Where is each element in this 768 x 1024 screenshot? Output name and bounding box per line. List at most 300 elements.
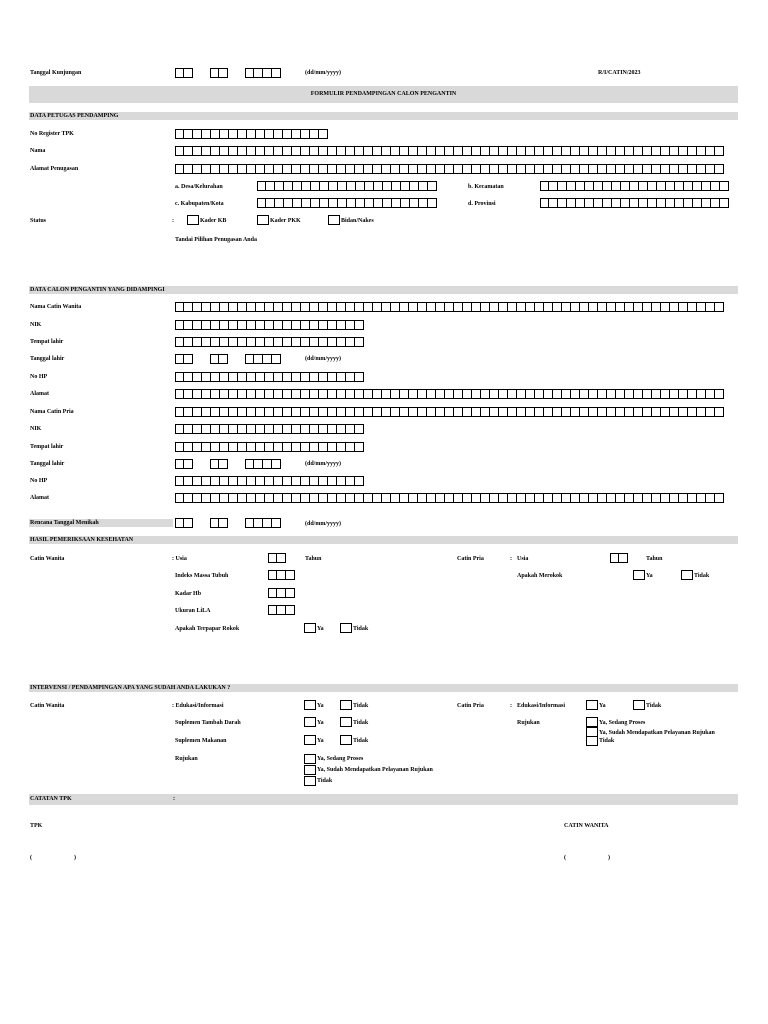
status-kader-pkk-checkbox[interactable]	[257, 215, 269, 225]
char-cell[interactable]	[211, 389, 220, 399]
char-cell[interactable]	[571, 407, 580, 417]
char-cell[interactable]	[697, 389, 706, 399]
char-cell[interactable]	[319, 476, 328, 486]
char-cell[interactable]	[337, 493, 346, 503]
char-cell[interactable]	[311, 198, 320, 208]
char-cell[interactable]	[193, 146, 202, 156]
char-cell[interactable]	[657, 181, 666, 191]
char-cell[interactable]	[355, 320, 364, 330]
char-cell[interactable]	[346, 302, 355, 312]
char-cell[interactable]	[481, 407, 490, 417]
char-cell[interactable]	[292, 389, 301, 399]
char-cell[interactable]	[418, 493, 427, 503]
char-cell[interactable]	[481, 302, 490, 312]
char-cell[interactable]	[184, 164, 193, 174]
char-cell[interactable]	[283, 146, 292, 156]
bride-birth-year-input[interactable]	[245, 354, 281, 364]
char-cell[interactable]	[409, 146, 418, 156]
char-cell[interactable]	[445, 302, 454, 312]
char-cell[interactable]	[292, 372, 301, 382]
char-cell[interactable]	[427, 407, 436, 417]
char-cell[interactable]	[277, 588, 286, 598]
char-cell[interactable]	[643, 389, 652, 399]
char-cell[interactable]	[625, 407, 634, 417]
char-cell[interactable]	[490, 407, 499, 417]
char-cell[interactable]	[266, 181, 275, 191]
char-cell[interactable]	[580, 146, 589, 156]
char-cell[interactable]	[365, 198, 374, 208]
char-cell[interactable]	[310, 320, 319, 330]
char-cell[interactable]	[256, 320, 265, 330]
char-cell[interactable]	[347, 198, 356, 208]
char-cell[interactable]	[693, 181, 702, 191]
char-cell[interactable]	[184, 320, 193, 330]
char-cell[interactable]	[463, 389, 472, 399]
char-cell[interactable]	[670, 493, 679, 503]
char-cell[interactable]	[277, 553, 286, 563]
char-cell[interactable]	[245, 68, 254, 78]
char-cell[interactable]	[184, 459, 193, 469]
char-cell[interactable]	[481, 493, 490, 503]
char-cell[interactable]	[175, 354, 184, 364]
char-cell[interactable]	[337, 146, 346, 156]
char-cell[interactable]	[202, 389, 211, 399]
char-cell[interactable]	[625, 389, 634, 399]
char-cell[interactable]	[238, 302, 247, 312]
char-cell[interactable]	[272, 518, 281, 528]
char-cell[interactable]	[517, 146, 526, 156]
char-cell[interactable]	[544, 493, 553, 503]
char-cell[interactable]	[571, 493, 580, 503]
char-cell[interactable]	[400, 164, 409, 174]
char-cell[interactable]	[553, 407, 562, 417]
char-cell[interactable]	[679, 407, 688, 417]
char-cell[interactable]	[490, 164, 499, 174]
char-cell[interactable]	[706, 164, 715, 174]
char-cell[interactable]	[329, 181, 338, 191]
char-cell[interactable]	[472, 407, 481, 417]
char-cell[interactable]	[184, 476, 193, 486]
char-cell[interactable]	[643, 164, 652, 174]
char-cell[interactable]	[419, 181, 428, 191]
char-cell[interactable]	[220, 407, 229, 417]
char-cell[interactable]	[428, 181, 437, 191]
char-cell[interactable]	[220, 389, 229, 399]
char-cell[interactable]	[355, 424, 364, 434]
char-cell[interactable]	[293, 181, 302, 191]
char-cell[interactable]	[211, 442, 220, 452]
char-cell[interactable]	[373, 302, 382, 312]
char-cell[interactable]	[472, 493, 481, 503]
char-cell[interactable]	[373, 407, 382, 417]
char-cell[interactable]	[301, 424, 310, 434]
char-cell[interactable]	[580, 389, 589, 399]
char-cell[interactable]	[274, 164, 283, 174]
char-cell[interactable]	[481, 146, 490, 156]
char-cell[interactable]	[706, 146, 715, 156]
char-cell[interactable]	[302, 198, 311, 208]
char-cell[interactable]	[383, 181, 392, 191]
char-cell[interactable]	[328, 164, 337, 174]
char-cell[interactable]	[319, 320, 328, 330]
char-cell[interactable]	[256, 337, 265, 347]
char-cell[interactable]	[418, 407, 427, 417]
char-cell[interactable]	[612, 181, 621, 191]
char-cell[interactable]	[184, 372, 193, 382]
char-cell[interactable]	[508, 302, 517, 312]
char-cell[interactable]	[272, 459, 281, 469]
char-cell[interactable]	[319, 407, 328, 417]
char-cell[interactable]	[254, 68, 263, 78]
char-cell[interactable]	[310, 337, 319, 347]
char-cell[interactable]	[625, 493, 634, 503]
char-cell[interactable]	[292, 476, 301, 486]
char-cell[interactable]	[301, 476, 310, 486]
char-cell[interactable]	[625, 146, 634, 156]
bride-birthplace-input[interactable]	[175, 337, 364, 347]
char-cell[interactable]	[544, 407, 553, 417]
char-cell[interactable]	[286, 605, 295, 615]
char-cell[interactable]	[657, 198, 666, 208]
char-cell[interactable]	[268, 605, 277, 615]
char-cell[interactable]	[268, 588, 277, 598]
char-cell[interactable]	[292, 337, 301, 347]
char-cell[interactable]	[229, 164, 238, 174]
char-cell[interactable]	[202, 146, 211, 156]
char-cell[interactable]	[211, 146, 220, 156]
char-cell[interactable]	[427, 302, 436, 312]
char-cell[interactable]	[427, 493, 436, 503]
smoker-yes-checkbox[interactable]	[633, 570, 645, 580]
char-cell[interactable]	[175, 372, 184, 382]
char-cell[interactable]	[454, 493, 463, 503]
groom-edu-yes-checkbox[interactable]	[586, 700, 598, 710]
char-cell[interactable]	[175, 389, 184, 399]
char-cell[interactable]	[319, 129, 328, 139]
char-cell[interactable]	[571, 389, 580, 399]
char-cell[interactable]	[463, 407, 472, 417]
char-cell[interactable]	[229, 129, 238, 139]
char-cell[interactable]	[283, 302, 292, 312]
char-cell[interactable]	[193, 389, 202, 399]
char-cell[interactable]	[211, 372, 220, 382]
char-cell[interactable]	[347, 181, 356, 191]
char-cell[interactable]	[562, 164, 571, 174]
char-cell[interactable]	[211, 407, 220, 417]
char-cell[interactable]	[670, 302, 679, 312]
char-cell[interactable]	[210, 518, 219, 528]
char-cell[interactable]	[445, 407, 454, 417]
char-cell[interactable]	[337, 407, 346, 417]
char-cell[interactable]	[229, 302, 238, 312]
visit-year-input[interactable]	[245, 68, 281, 78]
char-cell[interactable]	[553, 389, 562, 399]
char-cell[interactable]	[580, 164, 589, 174]
char-cell[interactable]	[220, 164, 229, 174]
bmi-input[interactable]	[268, 570, 295, 580]
char-cell[interactable]	[661, 389, 670, 399]
char-cell[interactable]	[693, 198, 702, 208]
char-cell[interactable]	[346, 337, 355, 347]
hb-input[interactable]	[268, 588, 295, 598]
char-cell[interactable]	[526, 407, 535, 417]
char-cell[interactable]	[508, 493, 517, 503]
char-cell[interactable]	[419, 198, 428, 208]
char-cell[interactable]	[292, 164, 301, 174]
char-cell[interactable]	[310, 146, 319, 156]
wedding-month-input[interactable]	[210, 518, 228, 528]
char-cell[interactable]	[544, 302, 553, 312]
char-cell[interactable]	[245, 518, 254, 528]
char-cell[interactable]	[648, 198, 657, 208]
char-cell[interactable]	[238, 442, 247, 452]
char-cell[interactable]	[263, 354, 272, 364]
char-cell[interactable]	[634, 302, 643, 312]
char-cell[interactable]	[184, 129, 193, 139]
char-cell[interactable]	[428, 198, 437, 208]
char-cell[interactable]	[247, 129, 256, 139]
char-cell[interactable]	[630, 181, 639, 191]
food-yes-checkbox[interactable]	[304, 735, 316, 745]
char-cell[interactable]	[274, 372, 283, 382]
char-cell[interactable]	[219, 354, 228, 364]
char-cell[interactable]	[219, 459, 228, 469]
char-cell[interactable]	[711, 198, 720, 208]
char-cell[interactable]	[175, 68, 184, 78]
char-cell[interactable]	[562, 389, 571, 399]
char-cell[interactable]	[229, 407, 238, 417]
char-cell[interactable]	[594, 181, 603, 191]
char-cell[interactable]	[544, 389, 553, 399]
char-cell[interactable]	[571, 302, 580, 312]
char-cell[interactable]	[193, 320, 202, 330]
char-cell[interactable]	[490, 302, 499, 312]
bride-edu-no-checkbox[interactable]	[340, 700, 352, 710]
char-cell[interactable]	[454, 146, 463, 156]
char-cell[interactable]	[202, 129, 211, 139]
char-cell[interactable]	[490, 146, 499, 156]
char-cell[interactable]	[589, 146, 598, 156]
char-cell[interactable]	[517, 407, 526, 417]
char-cell[interactable]	[616, 302, 625, 312]
char-cell[interactable]	[184, 442, 193, 452]
char-cell[interactable]	[346, 493, 355, 503]
char-cell[interactable]	[688, 407, 697, 417]
char-cell[interactable]	[634, 389, 643, 399]
char-cell[interactable]	[245, 354, 254, 364]
char-cell[interactable]	[184, 68, 193, 78]
char-cell[interactable]	[337, 372, 346, 382]
char-cell[interactable]	[346, 476, 355, 486]
char-cell[interactable]	[400, 493, 409, 503]
char-cell[interactable]	[247, 164, 256, 174]
char-cell[interactable]	[256, 389, 265, 399]
status-kader-kb-checkbox[interactable]	[187, 215, 199, 225]
char-cell[interactable]	[643, 407, 652, 417]
char-cell[interactable]	[445, 164, 454, 174]
char-cell[interactable]	[211, 320, 220, 330]
char-cell[interactable]	[374, 181, 383, 191]
char-cell[interactable]	[355, 164, 364, 174]
char-cell[interactable]	[184, 302, 193, 312]
char-cell[interactable]	[257, 181, 266, 191]
groom-address-input[interactable]	[175, 493, 724, 503]
char-cell[interactable]	[373, 389, 382, 399]
bride-birth-month-input[interactable]	[210, 354, 228, 364]
char-cell[interactable]	[210, 459, 219, 469]
char-cell[interactable]	[634, 493, 643, 503]
char-cell[interactable]	[256, 164, 265, 174]
char-cell[interactable]	[328, 493, 337, 503]
groom-birth-day-input[interactable]	[175, 459, 193, 469]
char-cell[interactable]	[580, 302, 589, 312]
char-cell[interactable]	[598, 389, 607, 399]
char-cell[interactable]	[184, 354, 193, 364]
char-cell[interactable]	[463, 493, 472, 503]
char-cell[interactable]	[355, 372, 364, 382]
char-cell[interactable]	[607, 389, 616, 399]
char-cell[interactable]	[184, 518, 193, 528]
char-cell[interactable]	[625, 164, 634, 174]
char-cell[interactable]	[472, 302, 481, 312]
char-cell[interactable]	[616, 407, 625, 417]
char-cell[interactable]	[391, 302, 400, 312]
char-cell[interactable]	[418, 302, 427, 312]
char-cell[interactable]	[558, 181, 567, 191]
char-cell[interactable]	[392, 181, 401, 191]
char-cell[interactable]	[184, 389, 193, 399]
city-input[interactable]	[257, 198, 437, 208]
char-cell[interactable]	[648, 181, 657, 191]
char-cell[interactable]	[526, 302, 535, 312]
char-cell[interactable]	[639, 198, 648, 208]
char-cell[interactable]	[247, 320, 256, 330]
char-cell[interactable]	[292, 493, 301, 503]
char-cell[interactable]	[661, 493, 670, 503]
char-cell[interactable]	[283, 164, 292, 174]
char-cell[interactable]	[238, 337, 247, 347]
char-cell[interactable]	[175, 129, 184, 139]
char-cell[interactable]	[238, 146, 247, 156]
char-cell[interactable]	[301, 337, 310, 347]
char-cell[interactable]	[283, 493, 292, 503]
char-cell[interactable]	[643, 302, 652, 312]
char-cell[interactable]	[319, 389, 328, 399]
char-cell[interactable]	[364, 302, 373, 312]
char-cell[interactable]	[697, 146, 706, 156]
char-cell[interactable]	[202, 442, 211, 452]
char-cell[interactable]	[220, 476, 229, 486]
char-cell[interactable]	[266, 198, 275, 208]
char-cell[interactable]	[284, 198, 293, 208]
char-cell[interactable]	[409, 389, 418, 399]
char-cell[interactable]	[436, 302, 445, 312]
char-cell[interactable]	[670, 164, 679, 174]
char-cell[interactable]	[445, 493, 454, 503]
char-cell[interactable]	[400, 407, 409, 417]
char-cell[interactable]	[274, 476, 283, 486]
char-cell[interactable]	[274, 302, 283, 312]
groom-name-input[interactable]	[175, 407, 724, 417]
char-cell[interactable]	[472, 389, 481, 399]
char-cell[interactable]	[499, 389, 508, 399]
char-cell[interactable]	[598, 493, 607, 503]
char-cell[interactable]	[247, 407, 256, 417]
char-cell[interactable]	[720, 198, 729, 208]
char-cell[interactable]	[607, 146, 616, 156]
char-cell[interactable]	[589, 493, 598, 503]
char-cell[interactable]	[193, 407, 202, 417]
char-cell[interactable]	[675, 198, 684, 208]
char-cell[interactable]	[706, 407, 715, 417]
char-cell[interactable]	[202, 320, 211, 330]
char-cell[interactable]	[616, 389, 625, 399]
char-cell[interactable]	[535, 493, 544, 503]
char-cell[interactable]	[229, 493, 238, 503]
iron-no-checkbox[interactable]	[340, 717, 352, 727]
char-cell[interactable]	[245, 459, 254, 469]
char-cell[interactable]	[275, 181, 284, 191]
char-cell[interactable]	[238, 476, 247, 486]
char-cell[interactable]	[175, 518, 184, 528]
char-cell[interactable]	[301, 407, 310, 417]
char-cell[interactable]	[277, 605, 286, 615]
char-cell[interactable]	[679, 146, 688, 156]
char-cell[interactable]	[607, 302, 616, 312]
char-cell[interactable]	[391, 164, 400, 174]
bride-name-input[interactable]	[175, 302, 724, 312]
char-cell[interactable]	[319, 337, 328, 347]
char-cell[interactable]	[238, 164, 247, 174]
char-cell[interactable]	[247, 302, 256, 312]
char-cell[interactable]	[319, 146, 328, 156]
char-cell[interactable]	[382, 302, 391, 312]
char-cell[interactable]	[409, 407, 418, 417]
char-cell[interactable]	[265, 320, 274, 330]
char-cell[interactable]	[400, 389, 409, 399]
char-cell[interactable]	[219, 68, 228, 78]
char-cell[interactable]	[301, 129, 310, 139]
char-cell[interactable]	[697, 164, 706, 174]
char-cell[interactable]	[310, 476, 319, 486]
char-cell[interactable]	[301, 302, 310, 312]
char-cell[interactable]	[310, 493, 319, 503]
char-cell[interactable]	[634, 407, 643, 417]
char-cell[interactable]	[301, 146, 310, 156]
char-cell[interactable]	[472, 164, 481, 174]
char-cell[interactable]	[193, 372, 202, 382]
char-cell[interactable]	[283, 372, 292, 382]
char-cell[interactable]	[210, 354, 219, 364]
char-cell[interactable]	[607, 164, 616, 174]
char-cell[interactable]	[238, 424, 247, 434]
char-cell[interactable]	[311, 181, 320, 191]
char-cell[interactable]	[229, 337, 238, 347]
char-cell[interactable]	[562, 407, 571, 417]
char-cell[interactable]	[688, 493, 697, 503]
char-cell[interactable]	[193, 424, 202, 434]
char-cell[interactable]	[292, 129, 301, 139]
char-cell[interactable]	[706, 389, 715, 399]
char-cell[interactable]	[355, 407, 364, 417]
char-cell[interactable]	[184, 493, 193, 503]
char-cell[interactable]	[409, 302, 418, 312]
char-cell[interactable]	[697, 302, 706, 312]
char-cell[interactable]	[499, 493, 508, 503]
char-cell[interactable]	[220, 372, 229, 382]
char-cell[interactable]	[463, 302, 472, 312]
char-cell[interactable]	[481, 389, 490, 399]
